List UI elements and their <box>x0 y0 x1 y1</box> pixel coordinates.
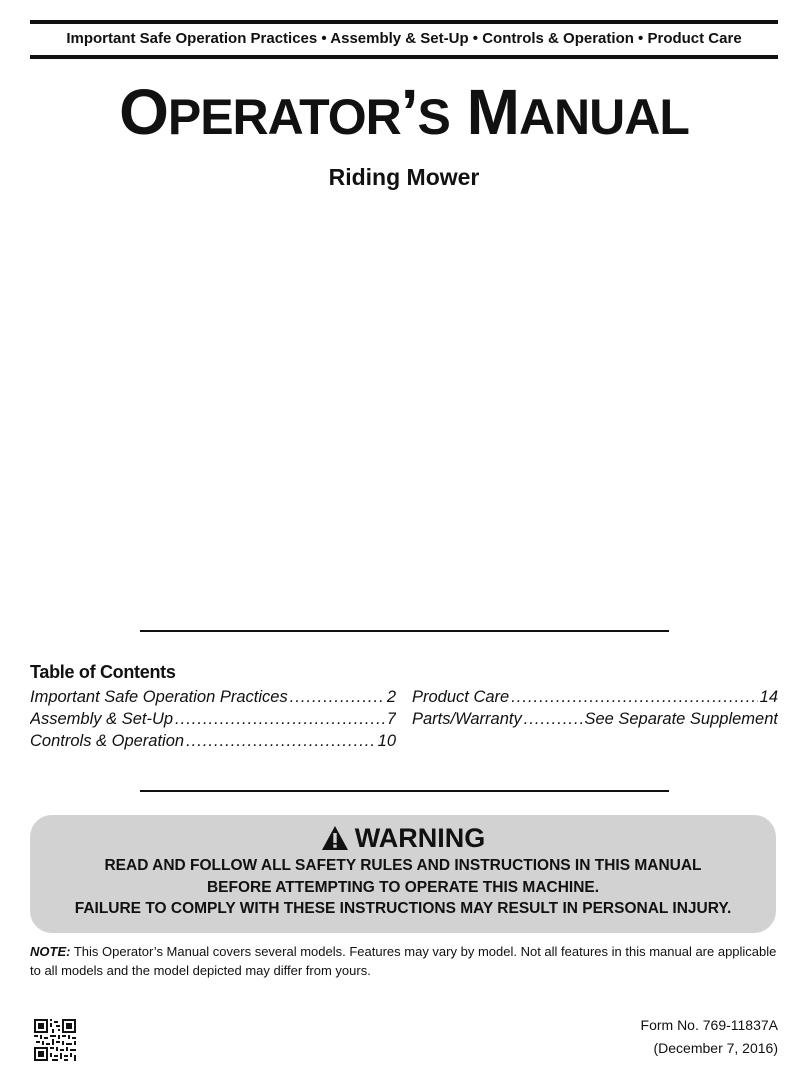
toc-leader-dots <box>290 686 385 708</box>
toc-entry[interactable] <box>412 708 778 730</box>
title-letter-o: O <box>119 76 168 148</box>
warning-heading: WARNING <box>354 822 486 853</box>
warning-line-3: FAILURE TO COMPLY WITH THESE INSTRUCTIONS MAY RESULT IN PERSONAL INJURY. <box>74 900 732 917</box>
warning-triangle-icon <box>321 825 349 851</box>
toc-entry-label: Parts/Warranty <box>412 710 522 728</box>
page-subtitle: Riding Mower <box>328 164 480 190</box>
top-rule-lower <box>30 55 778 59</box>
note-label: NOTE: <box>30 944 71 959</box>
toc-entry[interactable] <box>412 686 778 708</box>
toc-leader-dots <box>524 708 583 730</box>
toc-leader-dots <box>511 686 757 708</box>
toc-right-column <box>412 686 778 730</box>
toc-entry[interactable] <box>30 730 396 752</box>
toc-entry-label: Controls & Operation <box>30 732 185 750</box>
toc-leader-dots <box>175 708 385 730</box>
form-info <box>641 1014 778 1060</box>
warning-box <box>30 815 776 933</box>
note-text: This Operator’s Manual covers several models. Features may vary by model. Not all features in this manual are applicable to all models and the model depicted may differ from yours. <box>30 944 777 978</box>
toc-heading: Table of Contents <box>30 662 176 682</box>
toc-entry[interactable] <box>30 708 396 730</box>
toc-entry-page: 14 <box>759 688 778 706</box>
title-apostrophe: ’ <box>400 76 418 148</box>
divider-upper <box>140 630 669 632</box>
warning-heading-row <box>30 821 776 855</box>
title-letter-m: M <box>466 76 519 148</box>
warning-line-2: BEFORE ATTEMPTING TO OPERATE THIS MACHINE. <box>206 878 600 896</box>
title-smallcaps-anual: ANUAL <box>518 89 689 145</box>
toc-left-column <box>30 686 396 752</box>
toc-entry-label: Important Safe Operation Practices <box>30 688 288 706</box>
form-date: (December 7, 2016) <box>653 1040 778 1056</box>
toc-entry-page: 10 <box>377 732 396 750</box>
title-smallcaps-perator: PERATOR <box>167 89 401 145</box>
toc-entry-page: See Separate Supplement <box>584 710 778 728</box>
toc-entry[interactable] <box>30 686 396 708</box>
note-paragraph <box>30 942 780 980</box>
divider-lower <box>140 790 669 792</box>
title-smallcaps-s: S <box>417 89 450 145</box>
qr-code-icon <box>34 1019 76 1061</box>
form-number: Form No. 769-11837A <box>640 1017 778 1033</box>
page-title <box>0 74 808 155</box>
top-rule <box>30 20 778 24</box>
toc-leader-dots <box>186 730 376 752</box>
warning-line-1: READ AND FOLLOW ALL SAFETY RULES AND INSTRUCTIONS IN THIS MANUAL <box>104 857 702 874</box>
toc-entry-label: Assembly & Set-Up <box>30 710 174 728</box>
toc-entry-label: Product Care <box>412 688 510 706</box>
toc-entry-page: 7 <box>386 710 396 728</box>
toc-entry-page: 2 <box>386 688 396 706</box>
sections-banner: Important Safe Operation Practices • Assembly & Set-Up • Controls & Operation • Product Care <box>66 30 742 47</box>
